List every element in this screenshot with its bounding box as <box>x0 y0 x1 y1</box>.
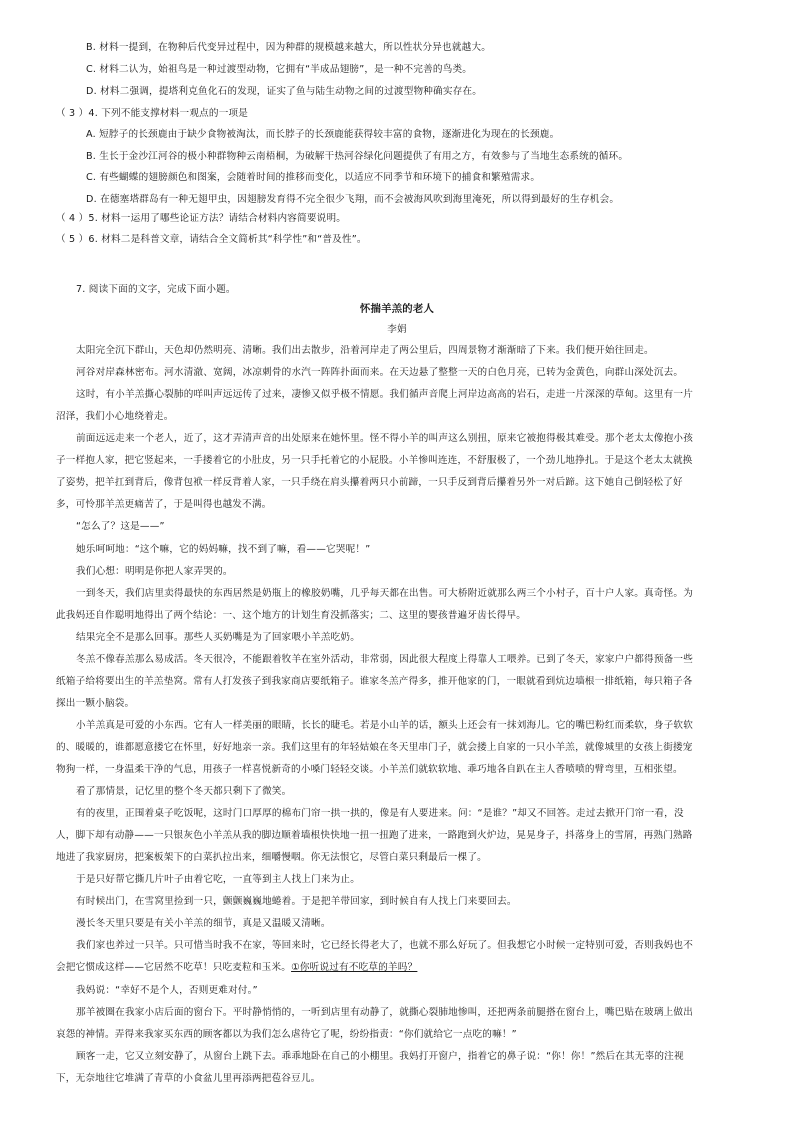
story-line-text: 会把它惯成这样——它居然不吃草！只吃麦粒和玉米。 <box>56 962 292 974</box>
story-line <box>76 344 654 358</box>
story-line-text: 前面远远走来一个老人，近了，这才弄清声音的出处原来在她怀里。怪不得小羊的叫声这么别扭，原来它被抱得极其难受。那个老太太像抱小孩 <box>76 433 694 445</box>
story-line-text: 这时，有小羊羔撕心裂肺的咩叫声远远传了过来，凄惨又似乎极不情愿。我们循声音爬上河岸边高高的岩石，走进一片深深的草甸。这里有一片 <box>76 389 694 401</box>
story-line <box>76 917 331 931</box>
story-line-text: 顾客一走，它又立刻安静了，从窗台上跳下去。乖乖地卧在自己的小棚里。我妈打开窗户，指着它的鼻子说：“你！你！”然后在其无辜的注视 <box>76 1050 684 1062</box>
story-line <box>76 873 360 887</box>
story-line <box>76 388 693 402</box>
story-line <box>76 1006 693 1020</box>
story-line-text: 有的夜里，正围着桌子吃饭呢，这时门口厚厚的棉布门帘一拱一拱的，像是有人要进来。问：“是谁？”却又不回答。走过去掀开门帘一看，没 <box>76 808 684 819</box>
story-line <box>56 763 683 777</box>
story-line <box>56 1028 517 1042</box>
story-line-text: 她乐呵呵地：“这个嘛，它的妈妈嘛，找不到了嘛，看——它哭呢！” <box>76 543 371 555</box>
story-line <box>76 587 693 601</box>
story-line <box>56 609 526 623</box>
story-line-text: 看了那情景，记忆里的整个冬天都只剩下了微笑。 <box>76 786 292 797</box>
question-6: （ 5 ）6. 材料二是科普文章，请结合全文简析其“科学性”和“普及性”。 <box>56 234 367 245</box>
story-author: 李娟 <box>387 324 407 335</box>
story-line-text: 地进了我家厨房，把案板架下的白菜扒拉出来，细嚼慢咽。你无法恨它，尽管白菜只剩最后一棵了。 <box>56 852 487 864</box>
story-line-text: 漫长冬天里只要是有关小羊羔的细节，真是又温暖又清晰。 <box>76 918 331 930</box>
story-line-text: 一到冬天，我们店里卖得最快的东西居然是奶瓶上的橡胶奶嘴，几乎每天都在出售。可大桥附近就那么两三个小村子，百十户人家。真奇怪。为 <box>76 587 694 599</box>
option-d: D. 材料二强调，提塔利克鱼化石的发现，证实了鱼与陆生动物之间的过渡型物种确实存在。 <box>86 86 483 97</box>
story-line-text: 太阳完全沉下群山，天色却仍然明亮、清晰。我们出去散步，沿着河岸走了两公里后，四周景物才渐渐暗了下来。我们便开始往回走。 <box>76 345 654 356</box>
underlined-sentence: ①你听说过有不吃草的羊吗？ <box>291 962 418 974</box>
story-line-text: 的、暖暖的，谁都愿意搂它在怀里，好好地亲一亲。我们这里有的年轻姑娘在冬天里串门子，就会搂上自家的一只小羊羔，就像城里的女孩上街搂宠 <box>56 741 693 753</box>
story-line-text: 探出一颗小脑袋。 <box>56 697 135 709</box>
story-line-text: 小羊羔真是可爱的小东西。它有人一样美丽的眼睛，长长的睫毛。若是小山羊的话，额头上还会有一抹刘海儿。它的嘴巴粉红而柔软，身子软软 <box>76 719 694 731</box>
story-line <box>76 520 165 534</box>
story-line-text: 哀怨的神情。弄得来我家买东西的顾客都以为我们怎么虐待它了呢，纷纷指责：“你们就给它一点吃的嘛！” <box>56 1028 517 1040</box>
story-line <box>76 543 370 557</box>
story-line <box>56 675 693 689</box>
q4-option-a: A. 短脖子的长颈鹿由于缺少食物被淘汰，而长脖子的长颈鹿能获得较丰富的食物，逐渐进化为现在的长颈鹿。 <box>86 129 560 140</box>
story-line-text: 结果完全不是那么回事。那些人买奶嘴是为了回家喂小羊羔吃奶。 <box>76 631 361 643</box>
story-line-text: 子一样抱人家，把它竖起来，一手搂着它的小肚皮，另一只手托着它的小屁股。小羊惨叫连连，不舒服极了，一个劲儿地挣扎。于是这个老太太就换 <box>56 455 693 467</box>
story-line <box>76 432 693 446</box>
story-line <box>76 719 693 733</box>
story-line-text: 于是只好帮它撕几片叶子由着它吃，一直等到主人找上门来为止。 <box>76 874 361 886</box>
story-line-text: “怎么了？这是——” <box>76 521 165 533</box>
story-line-text: 有时候出门，在雪窝里捡到一只，颤颤巍巍地蜷着。于是把羊带回家，到时候自有人找上门来要回去。 <box>76 896 517 908</box>
story-line <box>76 653 693 667</box>
story-line <box>56 476 683 490</box>
option-c: C. 材料二认为，始祖鸟是一种过渡型动物，它拥有“半成品翅膀”，是一种不完善的鸟类。 <box>86 64 473 75</box>
question-4: （ 3 ）4. 下列不能支撑材料一观点的一项是 <box>56 108 249 119</box>
story-line-text: 那羊被圈在我家小店后面的窗台下。平时静悄悄的，一听到店里有动静了，就撕心裂肺地惨叫，还把两条前腿搭在窗台上，嘴巴贴在玻璃上做出 <box>76 1006 694 1018</box>
story-line <box>56 961 417 975</box>
story-line <box>76 565 233 579</box>
q4-option-d: D. 在德塞塔群岛有一种无翅甲虫，因翅膀发育得不完全很少飞翔，而不会被海风吹到海里淹死，所以得到最好的生存机会。 <box>86 194 620 205</box>
story-line-text: 纸箱子给将要出生的羊羔垫窝。常有人打发孩子到我家商店要纸箱子。谁家冬羔产得多，推开他家的门，一眼就看到炕边墙根一排纸箱，每只箱子各 <box>56 675 693 687</box>
story-line <box>76 984 258 998</box>
option-b: B. 材料一提到，在物种后代变异过程中，因为种群的规模越来越大，所以性状分异也就越大。 <box>86 42 492 53</box>
story-line <box>56 454 693 468</box>
story-line <box>76 807 684 821</box>
story-line-text: 物狗一样，一身温柔干净的气息，用孩子一样喜悦新奇的小嗓门轻轻交谈。小羊羔们就软软地、乖巧地各自趴在主人香喷喷的臂弯里，互相张望。 <box>56 764 683 775</box>
story-line <box>56 829 693 843</box>
story-line <box>56 498 271 512</box>
story-line <box>76 631 360 645</box>
story-line <box>76 366 683 380</box>
story-line-text: 河谷对岸森林密布。河水清澈、宽阔，冰凉刺骨的水汽一阵阵扑面而来。在天边悬了整整一天的白色月亮，已转为金黄色，向群山深处沉去。 <box>76 367 684 379</box>
story-line <box>56 851 487 865</box>
story-line <box>56 697 134 711</box>
story-line-text: 多，可怜那羊羔更痛苦了，于是叫得也越发不满。 <box>56 499 272 511</box>
story-line-text: 了姿势，把羊扛到背后，像背包袱一样反背着人家，一只手绕在肩头攥着两只小前蹄，一只手反到背后攥着另外一对后蹄。这下她自己倒轻松了好 <box>56 477 683 489</box>
story-line <box>76 1050 684 1064</box>
q4-option-c: C. 有些蝴蝶的翅膀颜色和图案，会随着时间的推移而变化，以适应不同季节和环境下的捕食和繁殖需求。 <box>86 172 541 183</box>
story-line-text: 我妈说：“幸好不是个人，否则更难对付。” <box>76 984 258 996</box>
story-line <box>76 895 517 909</box>
story-line <box>56 741 693 755</box>
story-line-text: 下，无奈地往它堆满了青草的小食盆儿里再添两把苞谷豆儿。 <box>56 1072 321 1084</box>
story-line-text: 沼泽，我们小心地绕着走。 <box>56 411 174 423</box>
story-line <box>56 1072 320 1086</box>
question-7-intro: 7. 阅读下面的文字，完成下面小题。 <box>76 284 236 295</box>
story-title: 怀揣羊羔的老人 <box>359 303 435 315</box>
story-line-text: 人，脚下却有动静——一只银灰色小羊羔从我的脚边顺着墙根快快地一扭一扭跑了进来，一路跑到火炉边，晃晃身子，抖落身上的雪屑，再熟门熟路 <box>56 830 693 842</box>
story-line-text: 冬羔不像春羔那么易成活。冬天很冷，不能跟着牧羊在室外活动，非常弱，因此很大程度上得靠人工喂养。已到了冬天，家家户户都得预备一些 <box>76 653 694 665</box>
story-line <box>76 939 693 953</box>
story-line-text: 我们家也养过一只羊。只可惜当时我不在家，等回来时，它已经长得老大了，也就不那么好玩了。但我想它小时候一定特别可爱，否则我妈也不 <box>76 940 694 952</box>
story-line <box>56 410 174 424</box>
story-line <box>76 785 291 799</box>
question-5: （ 4 ）5. 材料一运用了哪些论证方法？请结合材料内容简要说明。 <box>56 213 347 224</box>
story-line-text: 我们心想：明明是你把人家弄哭的。 <box>76 565 233 577</box>
q4-option-b: B. 生长于金沙江河谷的极小种群物种云南梧桐，为破解干热河谷绿化问题提供了有用之方，有效参与了当地生态系统的循环。 <box>86 151 629 162</box>
story-line-text: 此我妈还自作聪明地得出了两个结论：一、这个地方的计划生育没抓落实；二、这里的婴孩普遍牙齿长得早。 <box>56 609 527 621</box>
